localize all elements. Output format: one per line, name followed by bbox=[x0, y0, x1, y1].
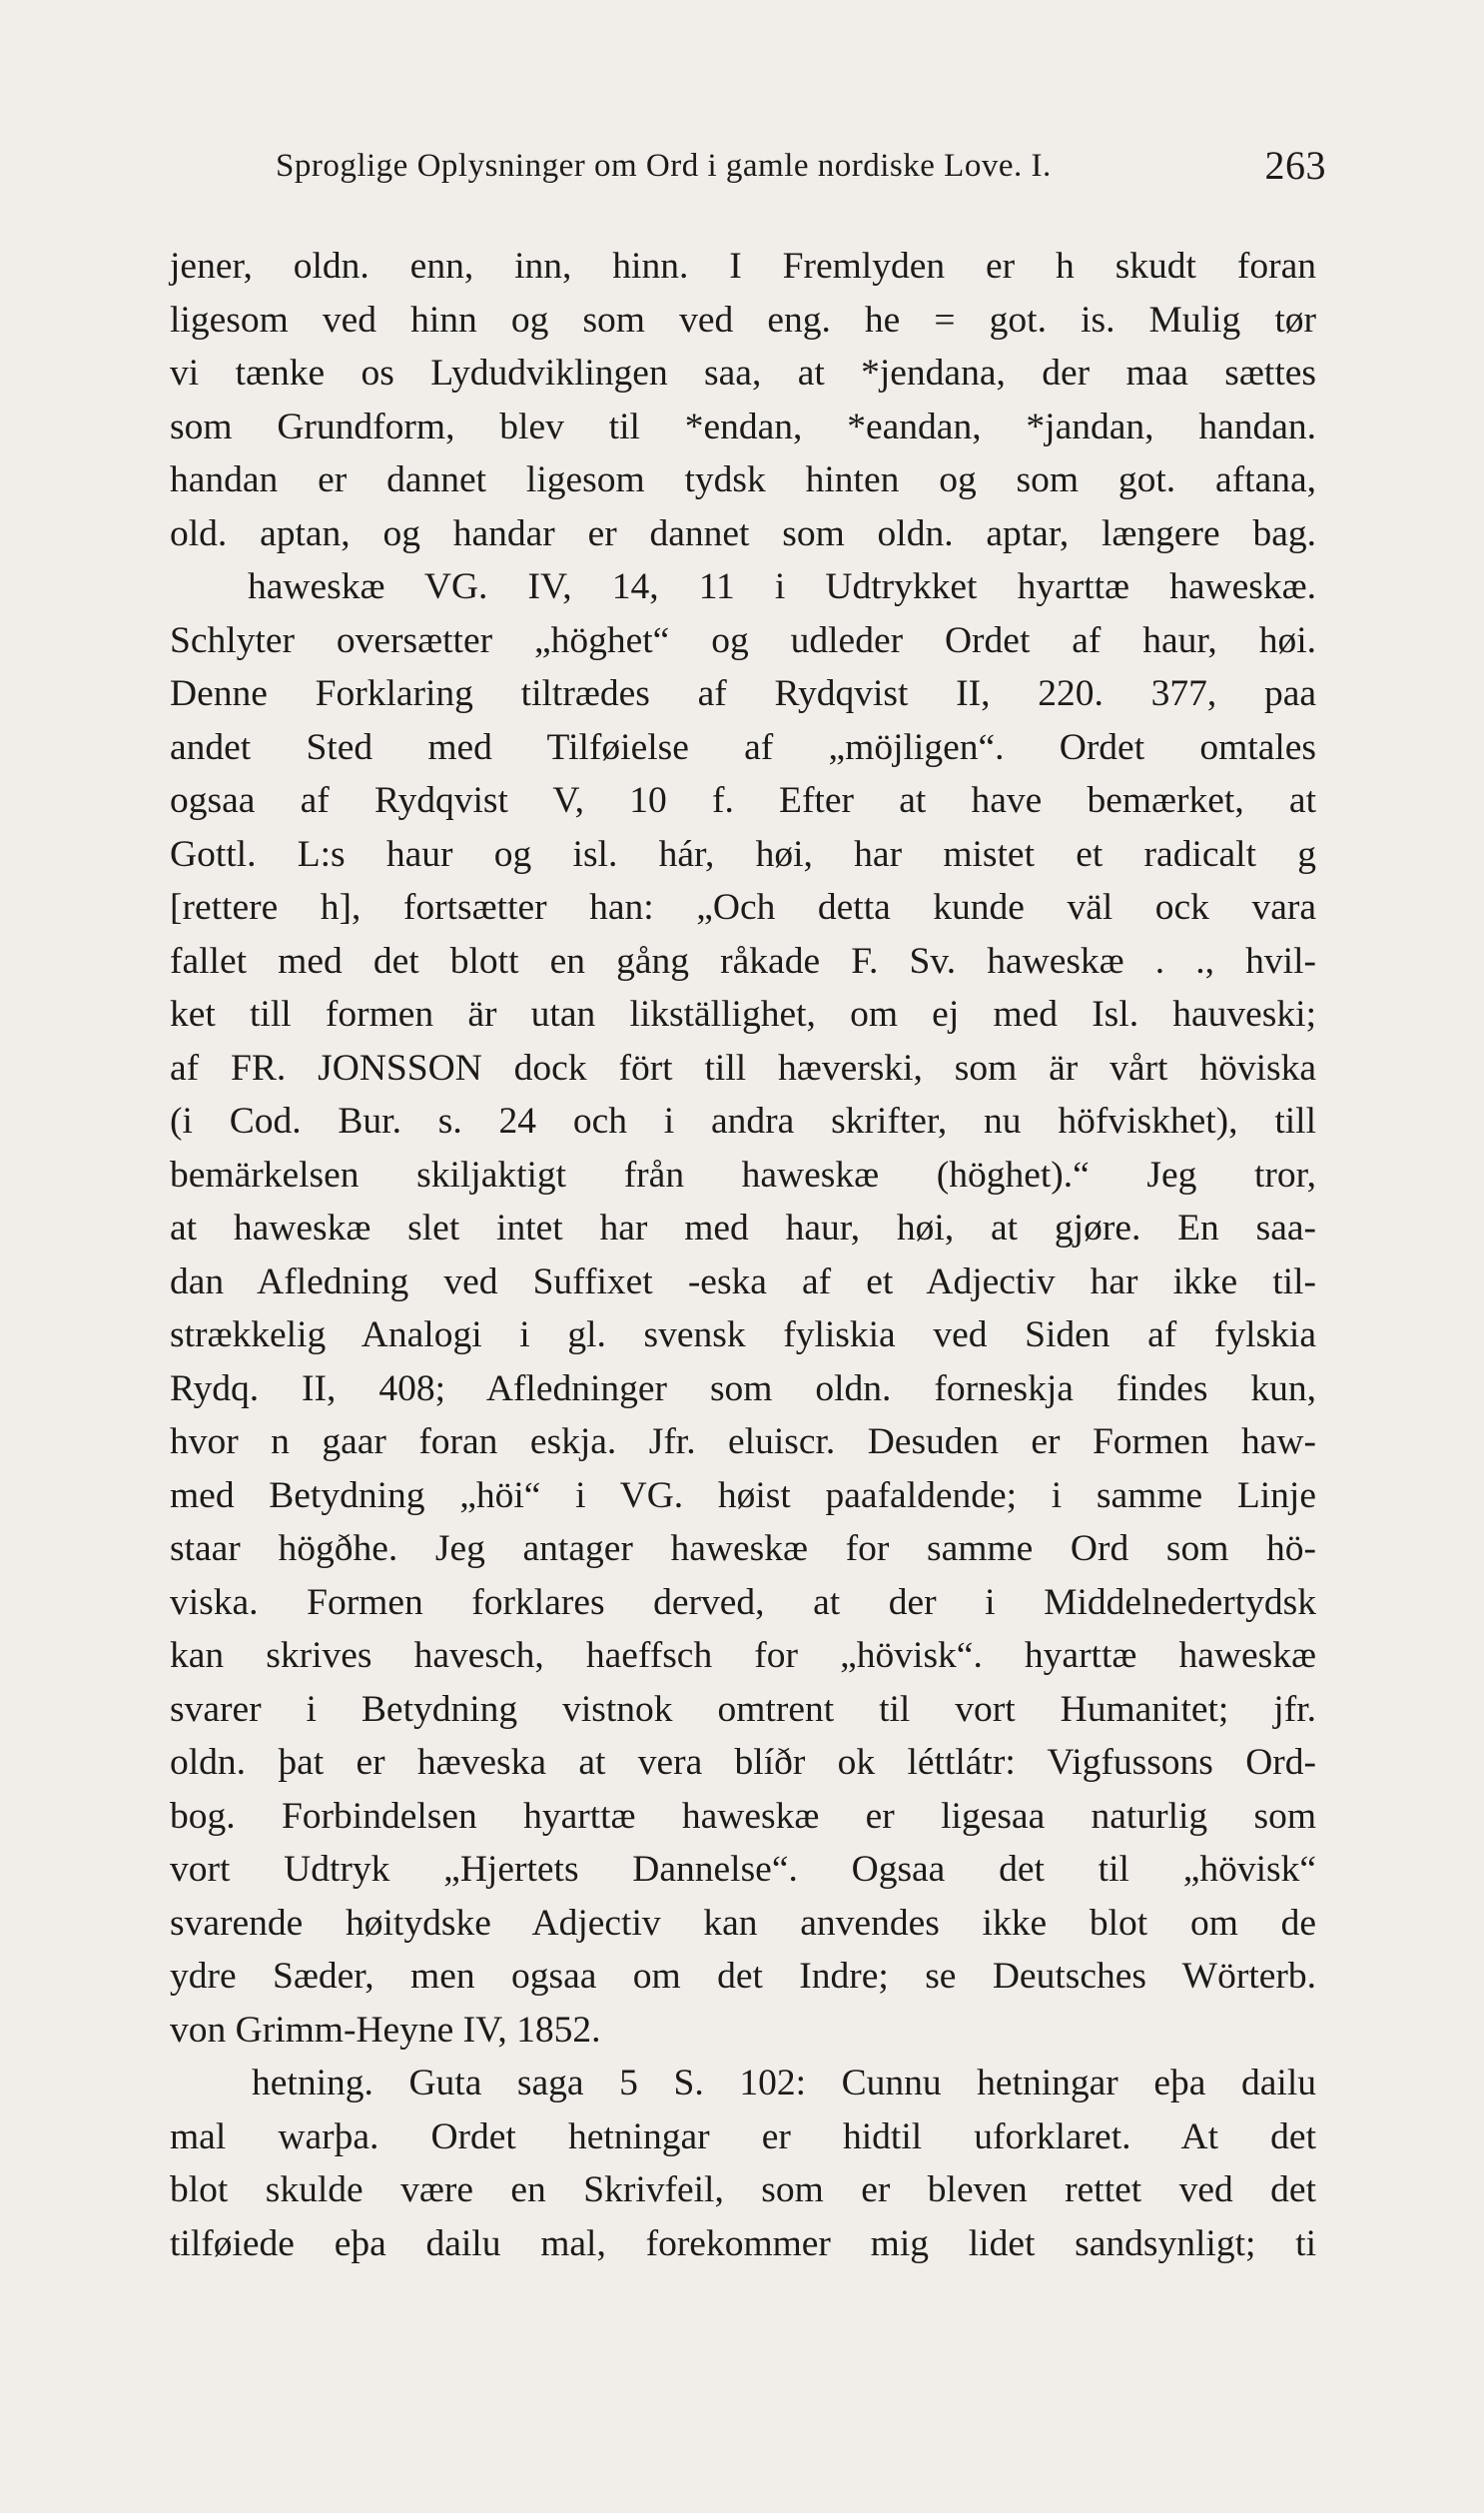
text-line: fallet med det blott en gång råkade F. Sv. haweskæ . ., hvil- bbox=[170, 940, 1316, 982]
text-line: andet Sted med Tilføielse af „möjligen“. Ordet omtales bbox=[170, 726, 1316, 768]
text-line: Rydq. II, 408; Afledninger som oldn. forneskja findes kun, bbox=[170, 1367, 1316, 1409]
text-line: med Betydning „höi“ i VG. høist paafaldende; i samme Linje bbox=[170, 1474, 1316, 1516]
text-line: af FR. JONSSON dock fört till hæverski, som är vårt höviska bbox=[170, 1047, 1316, 1089]
text-line: vi tænke os Lydudviklingen saa, at *jendana, der maa sættes bbox=[170, 353, 1316, 394]
text-line: staar högðhe. Jeg antager haweskæ for samme Ord som hö- bbox=[170, 1528, 1316, 1569]
text-line: oldn. þat er hæveska at vera blíðr ok léttlátr: Vigfussons Ord- bbox=[170, 1742, 1316, 1783]
text-line: (i Cod. Bur. s. 24 och i andra skrifter, nu höfviskhet), till bbox=[170, 1101, 1316, 1142]
text-line: hvor n gaar foran eskja. Jfr. eluiscr. Desuden er Formen haw- bbox=[170, 1421, 1316, 1462]
text-line: at haweskæ slet intet har med haur, høi, at gjøre. En saa- bbox=[170, 1208, 1316, 1249]
text-line: Gottl. L:s haur og isl. hár, høi, har mistet et radicalt g bbox=[170, 833, 1316, 875]
text-line: mal warþa. Ordet hetningar er hidtil uforklaret. At det bbox=[170, 2115, 1316, 2157]
text-line: bog. Forbindelsen hyarttæ haweskæ er ligesaa naturlig som bbox=[170, 1795, 1316, 1837]
text-line: ydre Sæder, men ogsaa om det Indre; se Deutsches Wörterb. bbox=[170, 1956, 1316, 1997]
text-line: ogsaa af Rydqvist V, 10 f. Efter at have bemærket, at bbox=[170, 780, 1316, 821]
running-header bbox=[276, 143, 1326, 188]
text-line: von Grimm-Heyne IV, 1852. bbox=[170, 2009, 601, 2051]
text-line: kan skrives havesch, haeffsch for „hövisk“. hyarttæ haweskæ bbox=[170, 1635, 1316, 1676]
text-line: handan er dannet ligesom tydsk hinten og som got. aftana, bbox=[170, 459, 1316, 500]
text-line: bemärkelsen skiljaktigt från haweskæ (höghet).“ Jeg tror, bbox=[170, 1154, 1316, 1196]
page-number: 263 bbox=[1264, 143, 1326, 188]
text-line: blot skulde være en Skrivfeil, som er bleven rettet ved det bbox=[170, 2169, 1316, 2210]
text-line: viska. Formen forklares derved, at der i Middelnedertydsk bbox=[170, 1581, 1316, 1623]
text-line: Denne Forklaring tiltrædes af Rydqvist II, 220. 377, paa bbox=[170, 673, 1316, 714]
text-line: jener, oldn. enn, inn, hinn. I Fremlyden er h skudt foran bbox=[170, 246, 1316, 287]
text-line: strækkelig Analogi i gl. svensk fyliskia ved Siden af fylskia bbox=[170, 1314, 1316, 1355]
text-line: ligesom ved hinn og som ved eng. he = got. is. Mulig tør bbox=[170, 299, 1316, 341]
entry-line-haweskae: haweskæ VG. IV, 14, 11 i Udtrykket hyarttæ haweskæ. bbox=[248, 566, 1316, 607]
text-line: old. aptan, og handar er dannet som oldn. aptar, længere bag. bbox=[170, 512, 1316, 554]
text-line: Schlyter oversætter „höghet“ og udleder Ordet af haur, høi. bbox=[170, 619, 1316, 661]
text-line: ket till formen är utan likställighet, om ej med Isl. hauveski; bbox=[170, 994, 1316, 1035]
text-line: svarer i Betydning vistnok omtrent til vort Humanitet; jfr. bbox=[170, 1688, 1316, 1730]
text-line: [rettere h], fortsætter han: „Och detta kunde väl ock vara bbox=[170, 887, 1316, 928]
entry-line-hetning: hetning. Guta saga 5 S. 102: Cunnu hetningar eþa dailu bbox=[252, 2063, 1316, 2103]
text-line: svarende høitydske Adjectiv kan anvendes ikke blot om de bbox=[170, 1902, 1316, 1944]
text-line: tilføiede eþa dailu mal, forekommer mig lidet sandsynligt; ti bbox=[170, 2222, 1316, 2264]
running-title: Sproglige Oplysninger om Ord i gamle nordiske Love. I. bbox=[276, 148, 1052, 184]
text-line: vort Udtryk „Hjertets Dannelse“. Ogsaa det til „hövisk“ bbox=[170, 1849, 1316, 1890]
text-line: som Grundform, blev til *endan, *eandan, *jandan, handan. bbox=[170, 406, 1316, 447]
body-text bbox=[170, 240, 1316, 2270]
text-line: dan Afledning ved Suffixet -eska af et Adjectiv har ikke til- bbox=[170, 1260, 1316, 1302]
